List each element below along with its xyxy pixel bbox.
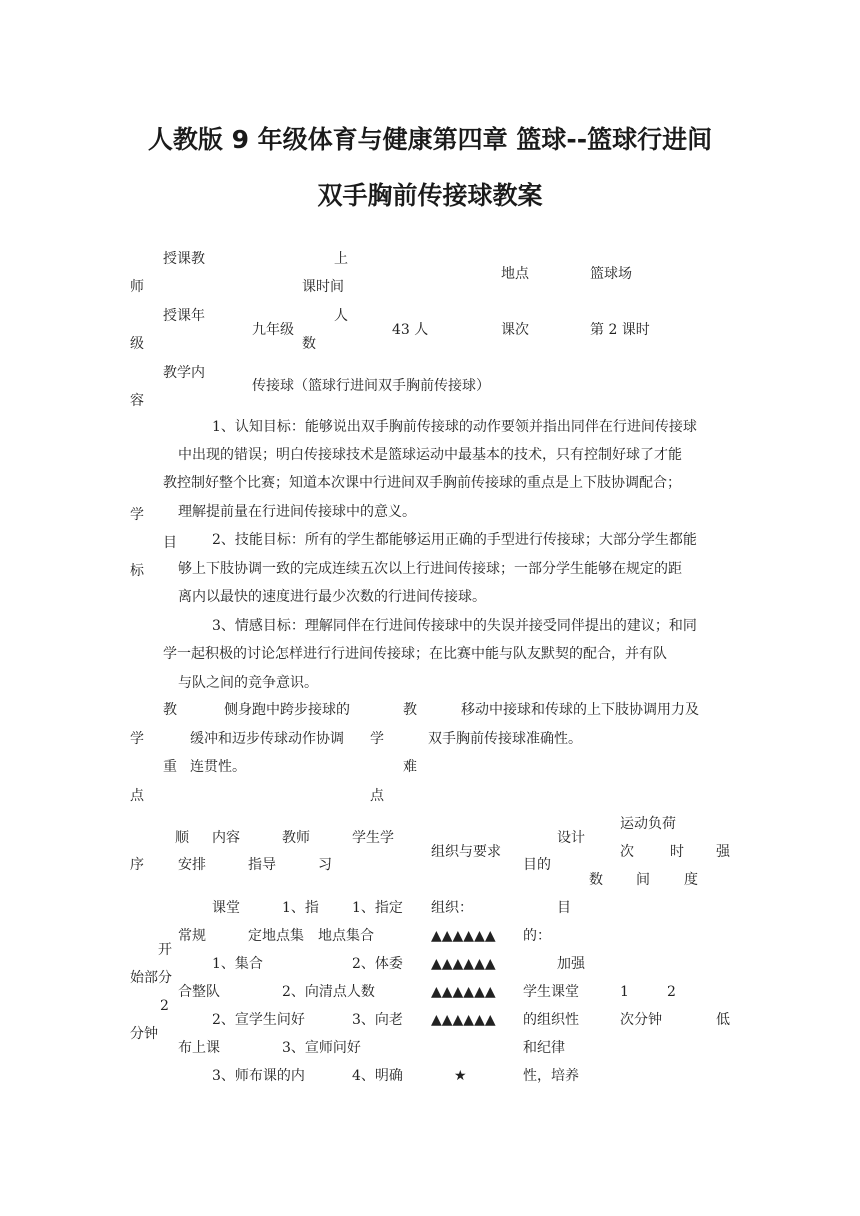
grade-label: 授课年 [163, 308, 205, 324]
student-line: 1、指定 [352, 900, 403, 916]
goals-label-3: 标 [130, 563, 144, 579]
purpose-line: 目 [557, 900, 571, 916]
difficulty-label: 学 [370, 731, 384, 747]
header-purpose-tail: 目的 [523, 857, 551, 873]
teacher-line: 2、向清点人数 [282, 984, 375, 1000]
student-line: 2、体委 [352, 956, 403, 972]
goal-line: 教控制好整个比赛；知道本次课中行进间双手胸前传接球的重点是上下肢协调配合； [163, 475, 681, 491]
student-line: 地点集合 [318, 928, 374, 944]
header-load-col: 时 [670, 844, 684, 860]
goal-line: 够上下肢协调一致的完成连续五次以上行进间传接球；一部分学生能够在规定的距 [178, 561, 682, 577]
teacher-line: 1、指 [282, 900, 319, 916]
content-line: 课堂 [212, 900, 240, 916]
formation-row: ▲▲▲▲▲▲ [431, 984, 496, 1000]
header-content: 内容 [212, 830, 240, 846]
section-label: 始部分 [130, 970, 172, 986]
teacher-line: 定地点集 [248, 928, 304, 944]
difficulty-line: 双手胸前传接球准确性。 [428, 731, 582, 747]
teacher-line: 3、宣师问好 [282, 1040, 361, 1056]
section-label: 分钟 [130, 1026, 158, 1042]
goal-line: 2、技能目标：所有的学生都能够运用正确的手型进行传接球；大部分学生都能 [212, 532, 697, 548]
header-load-col: 间 [636, 872, 650, 888]
grade-value: 九年级 [252, 322, 294, 338]
key-label: 学 [130, 731, 144, 747]
content-label-tail: 容 [130, 393, 144, 409]
header-load-col: 度 [684, 872, 698, 888]
purpose-line: 和纪律 [523, 1040, 565, 1056]
difficulty-line: 移动中接球和传球的上下肢协调用力及 [461, 702, 699, 718]
header-teacher: 教师 [282, 830, 310, 846]
goals-label-1: 学 [130, 507, 144, 523]
key-label: 教 [163, 702, 177, 718]
teacher-label-tail: 师 [130, 279, 144, 295]
content-line: 3、师布课的内 [212, 1068, 305, 1084]
key-label: 重 [163, 759, 177, 775]
goal-line: 3、情感目标：理解同伴在行进间传接球中的失误并接受同伴提出的建议；和同 [212, 618, 697, 634]
formation-row: ▲▲▲▲▲▲ [431, 1012, 496, 1028]
goal-line: 离内以最快的速度进行最少次数的行进间传接球。 [178, 589, 486, 605]
time-label-tail: 课时间 [302, 279, 344, 295]
load-time-unit: 次分钟 [620, 1012, 662, 1028]
content-line: 布上课 [178, 1040, 220, 1056]
place-value: 篮球场 [590, 266, 632, 282]
time-label: 上 [334, 251, 348, 267]
load-time: 2 [667, 984, 676, 1000]
header-order: 顺 [175, 830, 189, 846]
formation-row: ▲▲▲▲▲▲ [431, 928, 496, 944]
student-line: 3、向老 [352, 1012, 403, 1028]
key-label: 点 [130, 788, 144, 804]
difficulty-label: 点 [370, 788, 384, 804]
goal-line: 1、认知目标：能够说出双手胸前传接球的动作要领并指出同伴在行进间传接球 [212, 419, 697, 435]
purpose-line: 性，培养 [523, 1068, 579, 1084]
content-line: 合整队 [178, 984, 220, 1000]
teacher-label: 授课教 [163, 251, 205, 267]
content-line: 1、集合 [212, 956, 263, 972]
purpose-line: 的组织性 [523, 1012, 579, 1028]
key-point-line: 侧身跑中跨步接球的 [224, 702, 350, 718]
purpose-line: 的： [523, 928, 551, 944]
document-title-line1: 人教版 9 年级体育与健康第四章 篮球--篮球行进间 [147, 125, 713, 154]
content-line: 2、宣学生问好 [212, 1012, 305, 1028]
header-teacher-tail: 指导 [248, 857, 276, 873]
header-load-col: 强 [716, 844, 730, 860]
header-load-col: 次 [620, 844, 634, 860]
teacher-star-icon: ★ [454, 1068, 467, 1084]
header-purpose: 设计 [557, 830, 585, 846]
org-line: 组织： [431, 900, 473, 916]
header-content-tail: 安排 [178, 857, 206, 873]
content-label: 教学内 [163, 365, 205, 381]
goal-line: 中出现的错误；明白传接球技术是篮球运动中最基本的技术，只有控制好球了才能 [178, 447, 682, 463]
goal-line: 学一起积极的讨论怎样进行行进间传接球；在比赛中能与队友默契的配合，并有队 [163, 646, 667, 662]
student-line: 4、明确 [352, 1068, 403, 1084]
place-label: 地点 [501, 266, 529, 282]
lesson-label: 课次 [501, 322, 529, 338]
section-label: 开 [158, 942, 172, 958]
document-title-line2: 双手胸前传接球教案 [317, 181, 543, 210]
load-intensity: 低 [716, 1012, 730, 1028]
goal-line: 与队之间的竞争意识。 [178, 675, 318, 691]
goal-line: 理解提前量在行进间传接球中的意义。 [178, 504, 416, 520]
key-point-line: 连贯性。 [190, 759, 246, 775]
grade-label-tail: 级 [130, 336, 144, 352]
content-line: 常规 [178, 928, 206, 944]
header-organization: 组织与要求 [431, 844, 501, 860]
count-value: 43 人 [392, 322, 429, 338]
header-order-tail: 序 [130, 857, 144, 873]
formation-row: ▲▲▲▲▲▲ [431, 956, 496, 972]
header-student: 学生学 [352, 830, 394, 846]
goals-label-2: 目 [163, 535, 177, 551]
difficulty-label: 教 [403, 702, 417, 718]
header-load: 运动负荷 [620, 816, 676, 832]
header-student-tail: 习 [318, 857, 332, 873]
key-point-line: 缓冲和迈步传球动作协调 [190, 731, 344, 747]
header-load-col: 数 [589, 872, 603, 888]
purpose-line: 加强 [557, 956, 585, 972]
purpose-line: 学生课堂 [523, 984, 579, 1000]
difficulty-label: 难 [403, 759, 417, 775]
load-count: 1 [620, 984, 629, 1000]
count-label-tail: 数 [302, 336, 316, 352]
content-value: 传接球（篮球行进间双手胸前传接球） [252, 378, 490, 394]
count-label: 人 [334, 308, 348, 324]
lesson-value: 第 2 课时 [590, 322, 650, 338]
section-label: 2 [160, 998, 169, 1014]
